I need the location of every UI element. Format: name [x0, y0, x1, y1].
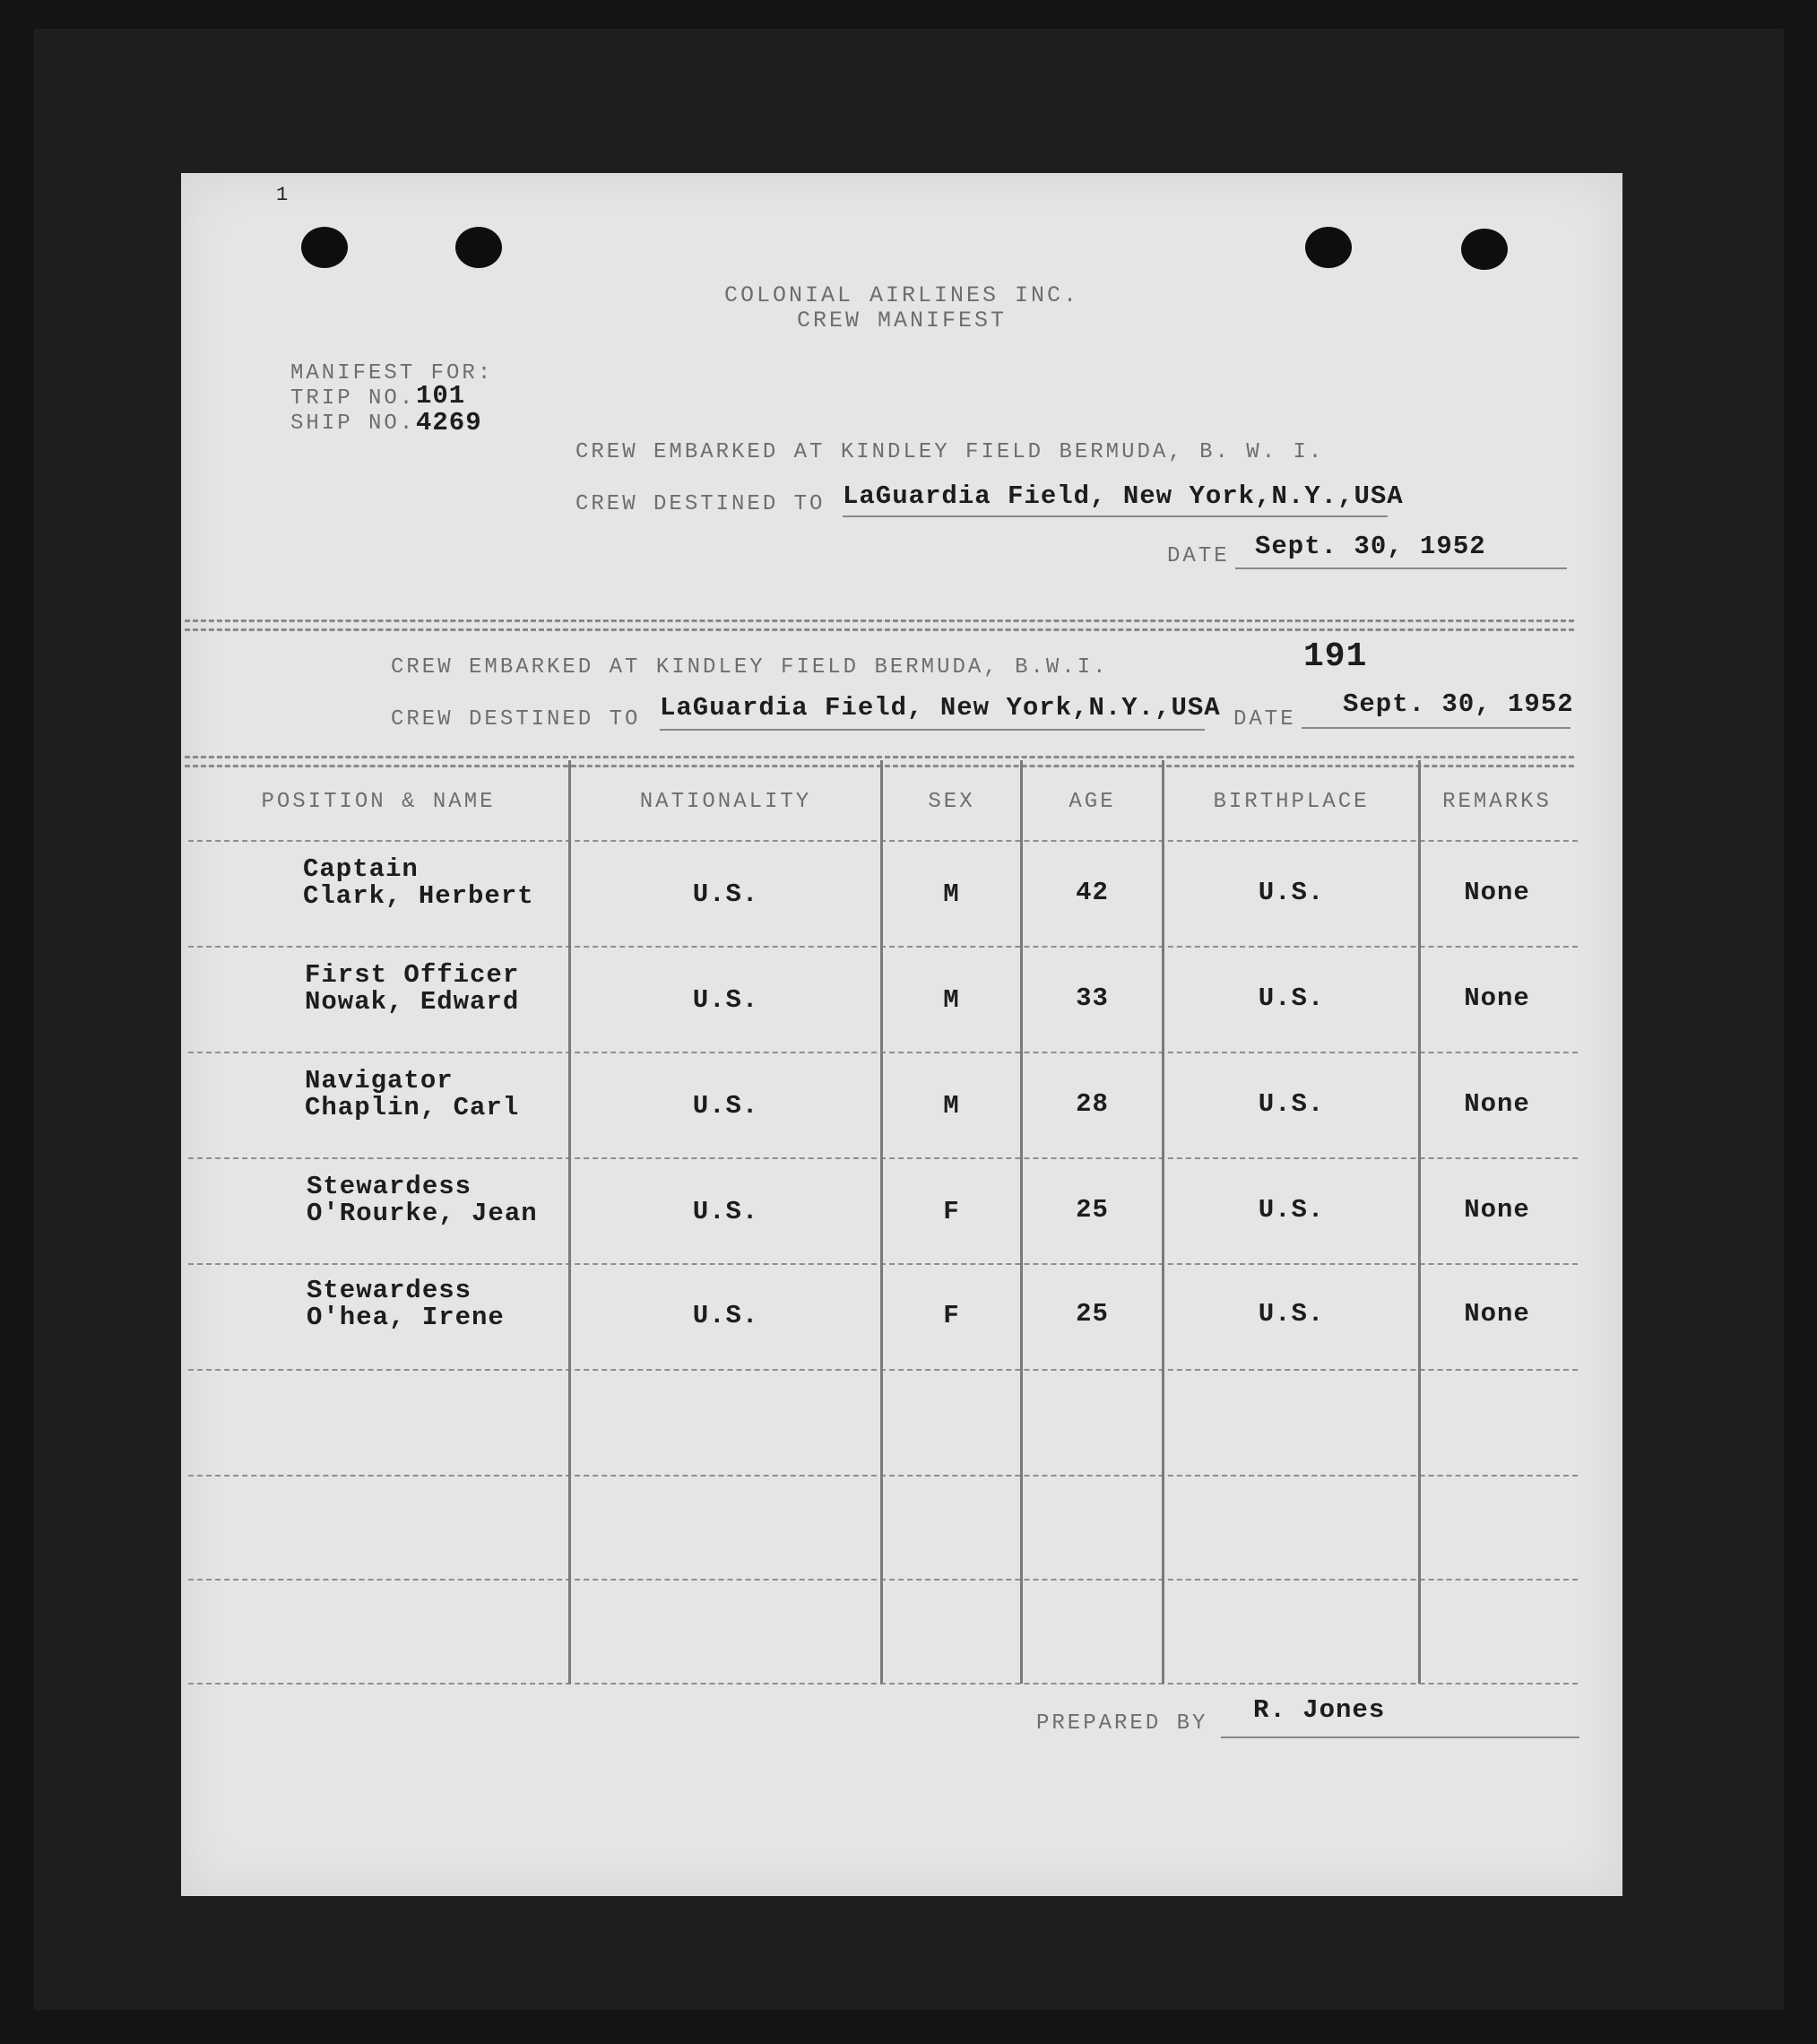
lower-destined-label: CREW DESTINED TO: [391, 707, 641, 732]
separator-top-1: [185, 619, 1574, 622]
row2-name: Nowak, Edward: [305, 987, 520, 1017]
lower-date-label: DATE: [1233, 707, 1296, 732]
lower-embarked: CREW EMBARKED AT KINDLEY FIELD BERMUDA, B.W.I.: [391, 655, 1109, 680]
row1-position: Captain: [303, 854, 419, 884]
upper-date-line: [1235, 567, 1567, 569]
header-nationality: NATIONALITY: [639, 790, 812, 814]
trip-label: TRIP NO.: [290, 386, 416, 411]
row-line-5: [188, 1369, 1578, 1371]
row2-sex: M: [943, 985, 960, 1015]
row2-remarks: None: [1464, 983, 1530, 1013]
punch-hole-4: [1461, 229, 1508, 270]
row5-sex: F: [943, 1301, 960, 1330]
lower-date-value: Sept. 30, 1952: [1343, 689, 1574, 719]
prepared-by-line: [1221, 1737, 1579, 1738]
punch-hole-3: [1305, 227, 1352, 268]
lower-destined-line: [660, 729, 1205, 731]
row-line-1: [188, 946, 1578, 948]
row1-remarks: None: [1464, 878, 1530, 907]
upper-date-label: DATE: [1167, 544, 1230, 568]
row1-birthplace: U.S.: [1258, 878, 1325, 907]
row4-age: 25: [1076, 1195, 1109, 1225]
row3-name: Chaplin, Carl: [305, 1093, 520, 1122]
header-remarks: REMARKS: [1442, 790, 1552, 814]
row4-nationality: U.S.: [692, 1197, 759, 1226]
row-line-4: [188, 1263, 1578, 1265]
company-name: COLONIAL AIRLINES INC.: [723, 282, 1080, 308]
row-line-2: [188, 1052, 1578, 1053]
row5-age: 25: [1076, 1299, 1109, 1329]
ship-number: 4269: [416, 408, 482, 437]
upper-date-value: Sept. 30, 1952: [1255, 532, 1486, 561]
lower-date-line: [1302, 727, 1570, 729]
row-line-3: [188, 1157, 1578, 1159]
punch-hole-1: [301, 227, 348, 268]
row4-remarks: None: [1464, 1195, 1530, 1225]
page-mark: 1: [276, 184, 291, 206]
table-bottom-line: [188, 1683, 1578, 1685]
row3-position: Navigator: [305, 1066, 454, 1096]
row-line-6: [188, 1475, 1578, 1477]
row2-nationality: U.S.: [692, 985, 759, 1015]
row4-sex: F: [943, 1197, 960, 1226]
header-birthplace: BIRTHPLACE: [1213, 790, 1370, 814]
upper-destined-label: CREW DESTINED TO: [575, 492, 826, 516]
row4-name: O'Rourke, Jean: [307, 1199, 538, 1228]
row4-position: Stewardess: [307, 1172, 472, 1201]
manifest-for-label: MANIFEST FOR:: [290, 361, 494, 385]
lower-destined-value: LaGuardia Field, New York,N.Y.,USA: [660, 693, 1221, 723]
table-top-line-2: [185, 765, 1574, 767]
upper-embarked: CREW EMBARKED AT KINDLEY FIELD BERMUDA, B. W. I.: [575, 440, 1325, 464]
trip-number: 101: [416, 381, 466, 411]
upper-destined-line: [843, 515, 1388, 517]
row3-remarks: None: [1464, 1089, 1530, 1119]
row-line-7: [188, 1579, 1578, 1581]
row1-nationality: U.S.: [692, 879, 759, 909]
row3-nationality: U.S.: [692, 1091, 759, 1121]
row2-birthplace: U.S.: [1258, 983, 1325, 1013]
prepared-by-value: R. Jones: [1253, 1695, 1386, 1725]
row2-age: 33: [1076, 983, 1109, 1013]
separator-top-2: [185, 628, 1574, 631]
row4-birthplace: U.S.: [1258, 1195, 1325, 1225]
row1-age: 42: [1076, 878, 1109, 907]
prepared-by-label: PREPARED BY: [1036, 1711, 1208, 1736]
header-age: AGE: [1069, 790, 1116, 814]
row3-birthplace: U.S.: [1258, 1089, 1325, 1119]
upper-destined-value: LaGuardia Field, New York,N.Y.,USA: [843, 481, 1404, 511]
row5-nationality: U.S.: [692, 1301, 759, 1330]
punch-hole-2: [455, 227, 502, 268]
header-bottom-line: [188, 840, 1578, 842]
table-top-line: [185, 756, 1574, 758]
form-title: CREW MANIFEST: [796, 307, 1008, 333]
row5-position: Stewardess: [307, 1276, 472, 1305]
ship-label: SHIP NO.: [290, 411, 416, 436]
row1-sex: M: [943, 879, 960, 909]
header-sex: SEX: [928, 790, 975, 814]
manifest-number: 191: [1303, 637, 1368, 676]
row3-sex: M: [943, 1091, 960, 1121]
row5-birthplace: U.S.: [1258, 1299, 1325, 1329]
header-position-name: POSITION & NAME: [261, 790, 496, 814]
row5-name: O'hea, Irene: [307, 1303, 505, 1332]
row1-name: Clark, Herbert: [303, 881, 534, 911]
row5-remarks: None: [1464, 1299, 1530, 1329]
row3-age: 28: [1076, 1089, 1109, 1119]
row2-position: First Officer: [305, 960, 520, 990]
manifest-page: [181, 173, 1622, 1896]
